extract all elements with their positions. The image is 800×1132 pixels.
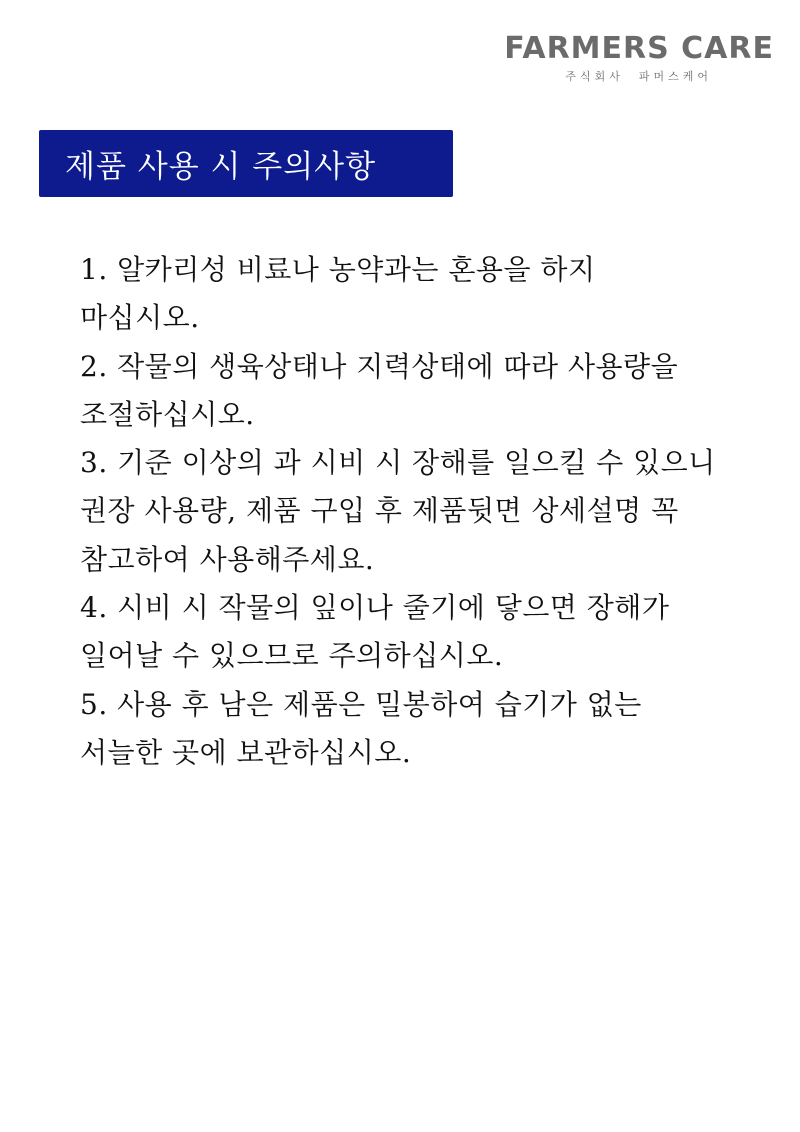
precaution-line: 마십시오. — [80, 301, 200, 335]
page-title: 제품 사용 시 주의사항 — [65, 149, 377, 185]
precaution-line: 조절하십시오. — [80, 397, 255, 431]
precaution-line: 3. 기준 이상의 과 시비 시 장해를 일으킬 수 있으니 — [80, 446, 716, 480]
brand-name: FARMERS CARE — [504, 31, 774, 66]
brand-subtitle: 주식회사 파머스케어 — [565, 70, 712, 83]
precaution-line: 1. 알카리성 비료나 농약과는 혼용을 하지 — [80, 253, 596, 286]
precaution-line: 참고하여 사용해주세요. — [80, 542, 375, 576]
precaution-line: 권장 사용량, 제품 구입 후 제품뒷면 상세설명 꼭 — [80, 494, 679, 528]
precaution-line: 서늘한 곳에 보관하십시오. — [80, 735, 412, 769]
precaution-line: 5. 사용 후 남은 제품은 밀봉하여 습기가 없는 — [80, 687, 642, 721]
precaution-line: 4. 시비 시 작물의 잎이나 줄기에 닿으면 장해가 — [80, 591, 670, 625]
title-banner — [39, 130, 453, 197]
precaution-line: 2. 작물의 생육상태나 지력상태에 따라 사용량을 — [80, 349, 679, 383]
precautions-list — [80, 246, 780, 777]
precaution-line: 일어날 수 있으므로 주의하십시오. — [80, 639, 504, 673]
brand-logo — [504, 32, 774, 84]
